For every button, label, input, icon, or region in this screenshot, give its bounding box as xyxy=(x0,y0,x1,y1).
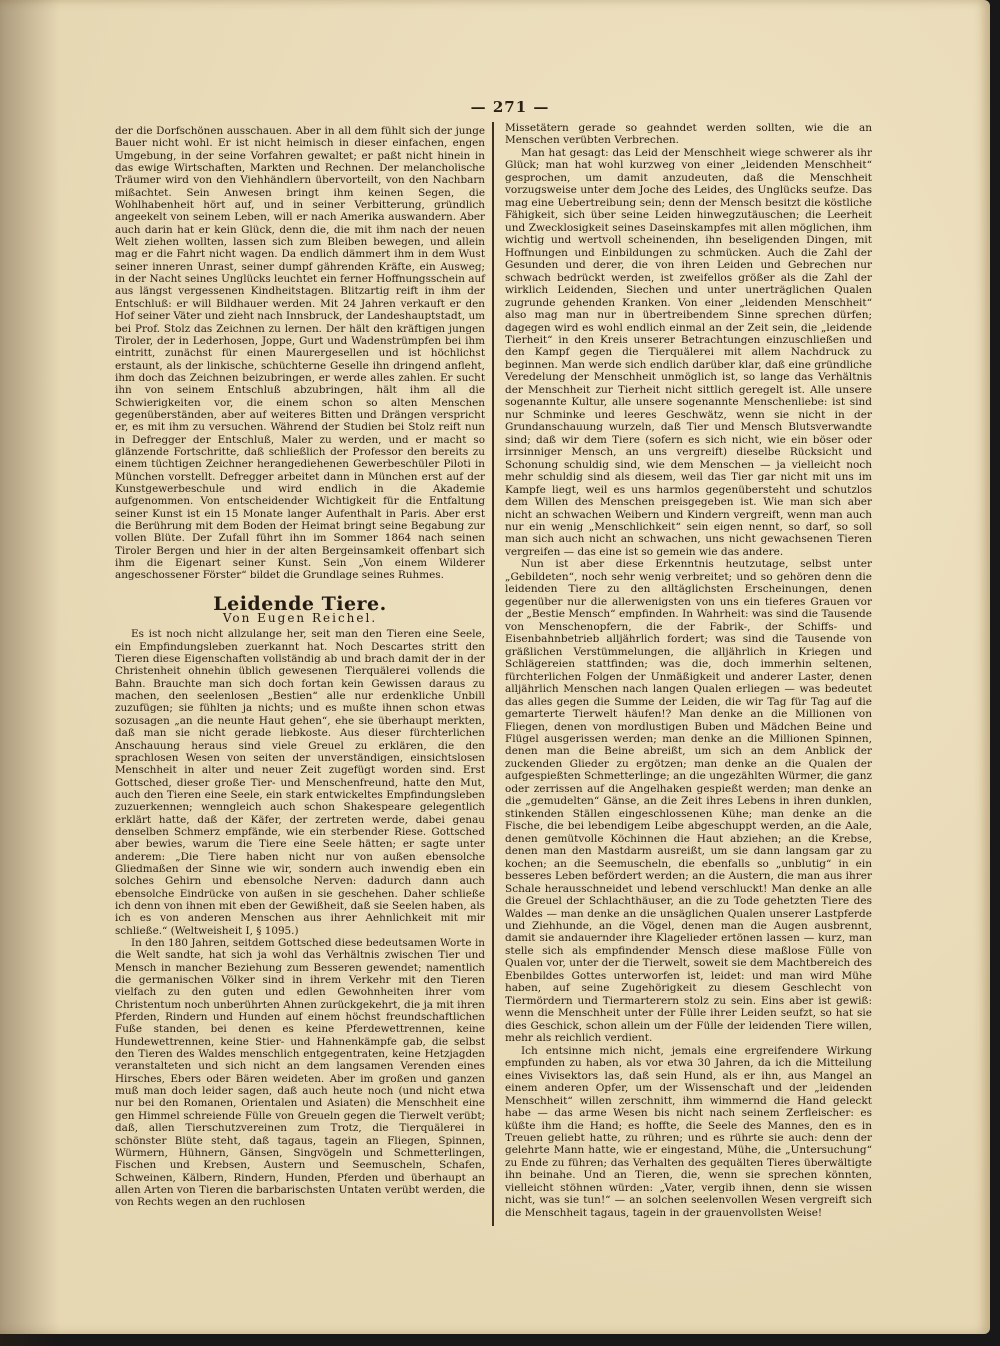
article-paragraph: Ich entsinne mich nicht, jemals eine ergreifendere Wirkung empfunden zu haben, als vor etwa 30 Jahren, da ich die Mitteilung eines Vivisektors las, daß sein Hund, als er ihn, aus Mangel an einem anderen Opfer, um der Wissenschaft und der „leidenden Menschheit“ willen zerschnitt, ihm wimmernd die Hand geleckt habe — das arme Wesen bis nicht nach seinem Zerfleischer: es küßte ihm die Hand; es hoffte, die Seele des Mannes, den es in Treuen geliebt hatte, zu rühren; und es rührte sie auch: denn der gelehrte Mann hatte, wie er eingestand, Mühe, die „Untersuchung“ zu Ende zu führen; das Verhalten des gequälten Tieres überwältigte ihn beinahe. Und an Tieren, die, wenn sie sprechen könnten, vielleicht stöhnen würden: „Vater, vergib ihnen, denn sie wissen nicht, was sie tun!“ — an solchen seelenvollen Wesen vergreift sich die Menschheit tagaus, tagein in der grauenvollsten Weise! xyxy=(505,1044,872,1219)
article-paragraph: Es ist noch nicht allzulange her, seit man den Tieren eine Seele, ein Empfindungsleben zuerkannt hat. Noch Descartes stritt den Tieren diese Eigenschaften vollständig ab und brach damit der in der Christenheit ohnehin üblich gewesenen Tierquälerei vollends die Bahn. Brauchte man sich doch fortan kein Gewissen daraus zu machen, den seelenlosen „Bestien“ alle nur erdenkliche Unbill zuzufügen; sie fühlten ja nichts; und es mußte ihnen schon etwas sozusagen „an die neunte Haut gehen“, ehe sie überhaupt merkten, daß man sie nicht gerade liebkoste. Aus dieser fürchterlichen Anschauung heraus sind viele Greuel zu erklären, die den sprachlosen Wesen von seiten der unverständigen, einsichtslosen Menschheit in alter und neuer Zeit zugefügt worden sind. Erst Gottsched, dieser große Tier- und Menschenfreund, hatte den Mut, auch den Tieren eine Seele, ein stark entwickeltes Empfindungsleben zuzuerkennen; wenngleich auch schon Shakespeare gelegentlich erklärt hatte, daß der Käfer, der zertreten werde, dabei genau denselben Schmerz empfände, wie ein sterbender Riese. Gottsched aber bewies, warum die Tiere eine Seele hätten; er sagte unter anderem: „Die Tiere haben nicht nur von außen ebensolche Gliedmaßen der Sinne wie wir, sondern auch inwendig eben ein solches Gehirn und ebensolche Nerven: dadurch dann auch ebensolche Eindrücke von außen in sie geschehen. Daher schließe ich denn von ihnen mit eben der Gewißheit, daß sie Seelen haben, als ich es von anderen Menschen aus ihrer Aehnlichkeit mit mir schließe.“ (Weltweisheit I, § 1095.) xyxy=(115,628,485,937)
article-paragraph: In den 180 Jahren, seitdem Gottsched diese bedeutsamen Worte in die Welt sandte, hat sich ja wohl das Verhältnis zwischen Tier und Mensch in mancher Beziehung zum Besseren gewendet; namentlich die germanischen Völker sind in ihrem Verkehr mit den Tieren vielfach zu den guten und edlen Gewohnheiten ihrer vom Christentum noch unberührten Ahnen zurückgekehrt, die ja mit ihren Pferden, Rindern und Hunden auf einem höchst freundschaftlichen Fuße standen, bei denen es keine Pferdewettrennen, keine Hundewettrennen, keine Stier- und Hahnenkämpfe gab, die selbst den Tieren des Waldes menschlich entgegentraten, keine Hetzjagden veranstalteten und sich nicht an dem langsamen Verenden eines Hirsches, Ebers oder Bären weideten. Aber im großen und ganzen muß man doch leider sagen, daß auch heute noch (und nicht etwa nur bei den Romanen, Orientalen und Asiaten) die Menschheit eine gen Himmel schreiende Fülle von Greueln gegen die Tierwelt verübt; daß, allen Tierschutzvereinen zum Trotz, die Tierquälerei in schönster Blüte steht, daß tagaus, tagein an Fliegen, Spinnen, Würmern, Hühnern, Gänsen, Singvögeln und Schmetterlingen, Fischen und Krebsen, Austern und Seemuscheln, Schafen, Schweinen, Kälbern, Rindern, Hunden, Pferden und überhaupt an allen Arten von Tieren die barbarischsten Untaten verübt werden, die von Rechts wegen an den ruchlosen xyxy=(115,937,485,1209)
article-title: Leidende Tiere. xyxy=(213,592,387,615)
page-number: — 271 — xyxy=(470,98,550,116)
right-column xyxy=(505,122,872,1219)
column-divider xyxy=(492,122,494,1226)
article-author: Von Eugen Reichel. xyxy=(222,611,378,626)
gutter-shadow xyxy=(0,0,60,1346)
left-column xyxy=(115,125,485,1209)
defregger-paragraph: der die Dorfschönen ausschauen. Aber in all dem fühlt sich der junge Bauer nicht wohl. Er ist nicht heimisch in dieser einfachen, engen Umgebung, in der seine Vorfahren gewaltet; er paßt nicht hinein in das ewige Wirtschaften, Markten und Rechnen. Der melancholische Träumer wird von den Viehhändlern übervorteilt, von den Nachbarn mißachtet. Sein Anwesen bringt ihm keinen Segen, die Wohlhabenheit hört auf, und in seiner Verbitterung, gründlich angeekelt von seinem Leben, will er nach Amerika auswandern. Aber auch darin hat er kein Glück, denn die, die mit ihm nach der neuen Welt ziehen wollten, lassen sich zum Bleiben bewegen, und allein mag er die Fahrt nicht wagen. Da endlich dämmert ihm in dem Wust seiner inneren Unrast, seiner dumpf gährenden Kräfte, ein Ausweg; in der Nacht seines Unglücks leuchtet ein ferner Hoffnungsschein auf aus längst vergessenen Kindheitstagen. Blitzartig reift in ihm der Entschluß: er will Bildhauer werden. Mit 24 Jahren verkauft er den Hof seiner Väter und zieht nach Innsbruck, der Landeshauptstadt, um bei Prof. Stolz das Zeichnen zu lernen. Der hält den kräftigen jungen Tiroler, der in Lederhosen, Joppe, Gurt und Wadenstrümpfen bei ihm eintritt, zunächst für einen Maurergesellen und ist höchlichst erstaunt, als der linkische, schüchterne Geselle ihn dringend anfleht, ihm doch das Zeichnen beizubringen, er werde alles zahlen. Er sucht ihn von seinem Entschluß abzubringen, hält ihm all die Schwierigkeiten vor, die einem schon so alten Menschen gegenüberständen, aber auf weiteres Bitten und Drängen verspricht er, es mit ihm zu versuchen. Während der Studien bei Stolz reift nun in Defregger der Entschluß, Maler zu werden, und er macht so glänzende Fortschritte, daß schließlich der Professor den bereits zu einem tüchtigen Zeichner herangediehenen Gewerbeschüler Piloti in München vorstellt. Defregger arbeitet dann in München erst auf der Kunstgewerbeschule und wird endlich in die Akademie aufgenommen. Von entscheidender Wichtigkeit für die Entfaltung seiner Kunst ist ein 15 Monate langer Aufenthalt in Paris. Aber erst die Berührung mit dem Boden der Heimat bringt seine Begabung zur vollen Blüte. Der Zufall führt ihn im Sommer 1864 nach seinen Tiroler Bergen und hier in der alten Bergeinsamkeit offenbart sich ihm die Eigenart seiner Kunst. Sein „Von einem Wilderer angeschossener Förster“ bildet die Grundlage seines Ruhmes. xyxy=(115,125,485,582)
article-paragraph: Man hat gesagt: das Leid der Menschheit wiege schwerer als ihr Glück; man hat wohl kurzweg von einer „leidenden Menschheit“ gesprochen, um damit anzudeuten, daß die Menschheit vorzugsweise unter dem Joche des Leides, des Unglücks seufze. Das mag eine Uebertreibung sein; denn der Mensch besitzt die köstliche Fähigkeit, sich über seine Leiden hinwegzutäuschen; die Leerheit und Zwecklosigkeit seines Daseinskampfes mit allen möglichen, ihm wichtig und wertvoll scheinenden, ihn beseligenden Dingen, mit Hoffnungen und Einbildungen zu schmücken. Auch die Zahl der Gesunden und derer, die von ihren Leiden und Gebrechen nur schwach bedrückt werden, ist zweifellos größer als die Zahl der wirklich Leidenden, Siechen und unter unerträglichen Qualen zugrunde gehenden Kranken. Von einer „leidenden Menschheit“ also mag man nur in übertreibendem Sinne sprechen dürfen; dagegen wird es wohl endlich einmal an der Zeit sein, die „leidende Tierheit“ in den Kreis unserer Betrachtungen einzuschließen und den Kampf gegen die Tierquälerei mit allem Nachdruck zu beginnen. Man werde sich endlich darüber klar, daß eine gründliche Veredelung der Menschheit unmöglich ist, so lange das Verhältnis der Menschheit zur Tierheit nicht sittlich geregelt ist. Alle unsere sogenannte Kultur, alle unsere sogenannte Menschenliebe: ist sind nur Schminke und leeres Geschwätz, wenn sie nicht in der Grundanschauung wurzeln, daß Tier und Mensch Blutsverwandte sind; daß wir dem Tiere (sofern es sich nicht, wie ein böser oder irrsinniger Mensch, an uns vergreift) dieselbe Rücksicht und Schonung schuldig sind, wie dem Menschen — ja vielleicht noch mehr schuldig sind als diesem, weil das Tier gar nicht mit uns im Kampfe liegt, weil es uns harmlos gegenübersteht und schutzlos dem Willen des Menschen preisgegeben ist. Wie man sich aber nicht an schwachen Weibern und Kindern vergreift, wenn man auch nur ein wenig „Menschlichkeit“ sein eigen nennt, so darf, so soll man sich auch nicht an schwachen, uns nicht gewachsenen Tieren vergreifen — das eine ist so gemein wie das andere. xyxy=(505,146,872,558)
article-paragraph: Nun ist aber diese Erkenntnis heutzutage, selbst unter „Gebildeten“, noch sehr wenig verbreitet; und so gehören denn die leidenden Tiere zu den alltäglichsten Erscheinungen, denen gegenüber nur die allerwenigsten von uns ein tieferes Grauen vor der „Bestie Mensch“ empfinden. In Wahrheit: was sind die Tausende von Menschenopfern, die der Fabrik-, der Schiffs- und Eisenbahnbetrieb alljährlich fordert; was sind die Tausende von gräßlichen Verstümmelungen, die alljährlich in Kriegen und Schlägereien stattfinden; was die, doch immerhin seltenen, fürchterlichen Folgen der Unmäßigkeit und anderer Laster, denen alljährlich Menschen nach langen Qualen erliegen — was bedeutet das alles gegen die Summe der Leiden, die wir Tag für Tag auf die gemarterte Tierwelt häufen!? Man denke an die Millionen von Fliegen, denen von mordlustigen Buben und Mädchen Beine und Flügel ausgerissen werden; man denke an die Millionen Spinnen, denen man die Beine abreißt, um sich an dem Anblick der zuckenden Glieder zu ergötzen; man denke an die Qualen der aufgespießten Schmetterlinge; an die ungezählten Würmer, die ganz oder zerrissen auf die Angelhaken gespießt werden; man denke an die „gemudelten“ Gänse, an die Zeit ihres Lebens in ihren dunklen, stinkenden Ställen eingeschlossenen Kühe; man denke an die Fische, die bei lebendigem Leibe abgeschuppt werden, an die Aale, denen gemütvolle Köchinnen die Haut abziehen; an die Krebse, denen man den Mastdarm ausreißt, um sie dann langsam gar zu kochen; an die Seemuscheln, die ebenfalls so „unblutig“ in ein besseres Leben befördert werden; an die Austern, die man aus ihrer Schale herausschneidet und lebend verschluckt! Man denke an alle die Greuel der Schlachthäuser, an die zu Tode gehetzten Tiere des Waldes — man denke an die unsäglichen Qualen unserer Lastpferde und Ziehhunde, an die Vögel, denen man die Augen ausbrennt, damit sie andauernder ihre Klagelieder ertönen lassen — kurz, man stelle sich als empfindender Mensch diese maßlose Fülle von Qualen vor, unter der die Tierwelt, soweit sie dem Machtbereich des Ebenbildes Gottes unterworfen ist, leidet: und man wird Mühe haben, auf seine Zugehörigkeit zu diesem Geschlecht von Tiermördern und Tiermarterern stolz zu sein. Eins aber ist gewiß: wenn die Menschheit unter der Fülle ihrer Leiden seufzt, so hat sie dies Geschick, schon allein um der Fülle der leidenden Tiere willen, mehr als reichlich verdient. xyxy=(505,558,872,1045)
article-paragraph: Missetätern gerade so geahndet werden sollten, wie die an Menschen verübten Verbrechen. xyxy=(505,122,872,147)
